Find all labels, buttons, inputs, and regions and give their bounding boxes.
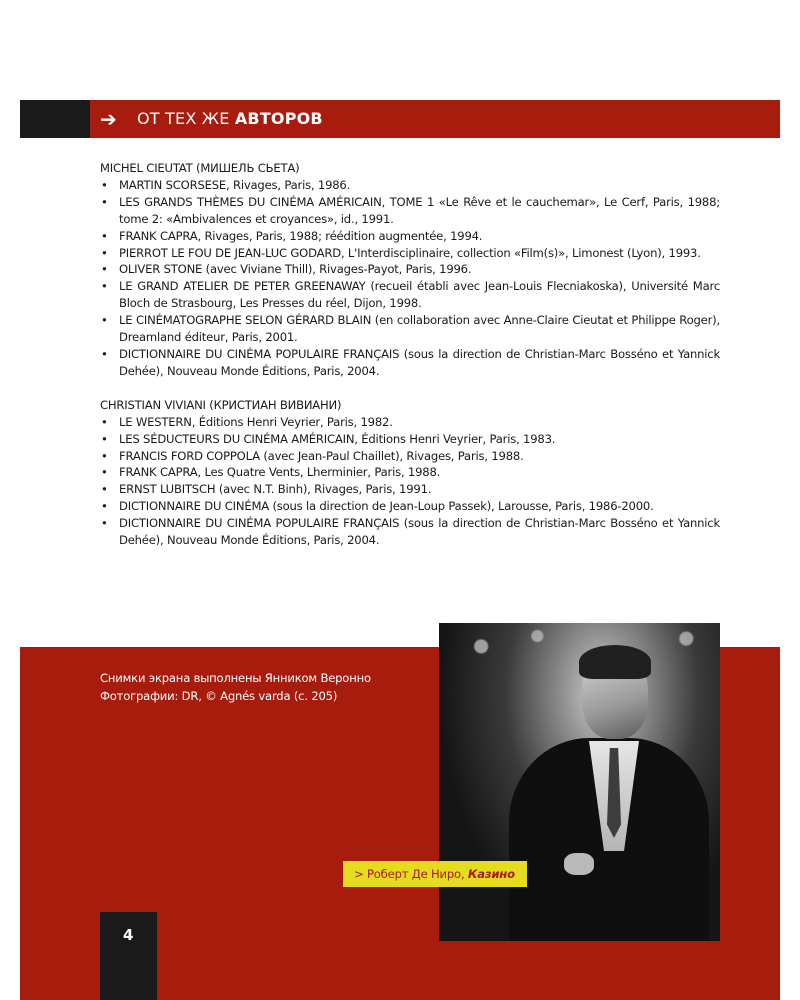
author-section-cieutat [100, 160, 720, 380]
photo-credits [100, 669, 371, 705]
author-section-viviani [100, 397, 720, 549]
page-number-box [100, 912, 157, 1000]
bibliography-item: • DICTIONNAIRE DU CINÉMA POPULAIRE FRANÇAIS (sous la direction de Christian-Marc Bosséno et Yannick Dehée), Nouveau Monde Éditions, Paris, 2004. [100, 515, 720, 549]
bibliography-item: • PIERROT LE FOU DE JEAN-LUC GODARD, L'Interdisciplinaire, collection «Film(s)», Limonest (Lyon), 1993. [100, 245, 720, 262]
bibliography-list [100, 414, 720, 549]
hair-shape [579, 645, 651, 679]
photo-caption [343, 861, 527, 887]
banner-title [137, 109, 323, 129]
arrow-right-icon: ➔ [100, 107, 117, 131]
bibliography-item: • LES SÉDUCTEURS DU CINÉMA AMÉRICAIN, Éditions Henri Veyrier, Paris, 1983. [100, 431, 720, 448]
bibliography-item: • LE GRAND ATELIER DE PETER GREENAWAY (recueil établi avec Jean-Louis Flecniakoska), Université Marc Bloch de Strasbourg, Les Presses du réel, Dijon, 1998. [100, 278, 720, 312]
bibliography-item: • DICTIONNAIRE DU CINÉMA POPULAIRE FRANÇAIS (sous la direction de Christian-Marc Bosséno et Yannick Dehée), Nouveau Monde Éditions, Paris, 2004. [100, 346, 720, 380]
bibliography-item: • LE CINÉMATOGRAPHE SELON GÉRARD BLAIN (en collaboration avec Anne-Claire Cieutat et Philippe Roger), Dreamland éditeur, Paris, 2001. [100, 312, 720, 346]
page-number: 4 [123, 926, 134, 944]
hand-shape [564, 853, 594, 875]
banner-black-block [20, 100, 90, 138]
credits-line: Снимки экрана выполнены Янником Веронно [100, 671, 371, 685]
bibliography-item: • FRANK CAPRA, Les Quatre Vents, Lherminier, Paris, 1988. [100, 464, 720, 481]
bibliography-item: • OLIVER STONE (avec Viviane Thill), Rivages-Payot, Paris, 1996. [100, 261, 720, 278]
caption-film-title: Казино [467, 867, 515, 881]
author-heading: CHRISTIAN VIVIANI (КРИСТИАН ВИВИАНИ) [100, 397, 342, 412]
banner-title-bold: АВТОРОВ [234, 109, 323, 128]
banner-title-regular: ОТ ТЕХ ЖЕ [137, 109, 235, 128]
credits-line: Фотографии: DR, © Agnés varda (с. 205) [100, 689, 338, 703]
bibliography-item: • LE WESTERN, Éditions Henri Veyrier, Paris, 1982. [100, 414, 720, 431]
bibliography-list [100, 177, 720, 380]
bibliography-item: • MARTIN SCORSESE, Rivages, Paris, 1986. [100, 177, 720, 194]
bibliography-item: • FRANCIS FORD COPPOLA (avec Jean-Paul Chaillet), Rivages, Paris, 1988. [100, 448, 720, 465]
bibliography-item: • ERNST LUBITSCH (avec N.T. Binh), Rivages, Paris, 1991. [100, 481, 720, 498]
section-banner [20, 100, 780, 138]
bibliography-item: • FRANK CAPRA, Rivages, Paris, 1988; réédition augmentée, 1994. [100, 228, 720, 245]
caption-prefix: > Роберт Де Ниро, [354, 867, 468, 881]
film-still-photo [439, 623, 720, 941]
bibliography-item: • DICTIONNAIRE DU CINÉMA (sous la direction de Jean-Loup Passek), Larousse, Paris, 1986-2000. [100, 498, 720, 515]
bibliography [100, 160, 720, 549]
background-lights [439, 623, 720, 753]
bibliography-item: • LES GRANDS THÈMES DU CINÉMA AMÉRICAIN, TOME 1 «Le Rêve et le cauchemar», Le Cerf, Paris, 1988; tome 2: «Ambivalences et croyances», id., 1991. [100, 194, 720, 228]
author-heading: MICHEL CIEUTAT (МИШЕЛЬ СЬЕТА) [100, 161, 300, 175]
